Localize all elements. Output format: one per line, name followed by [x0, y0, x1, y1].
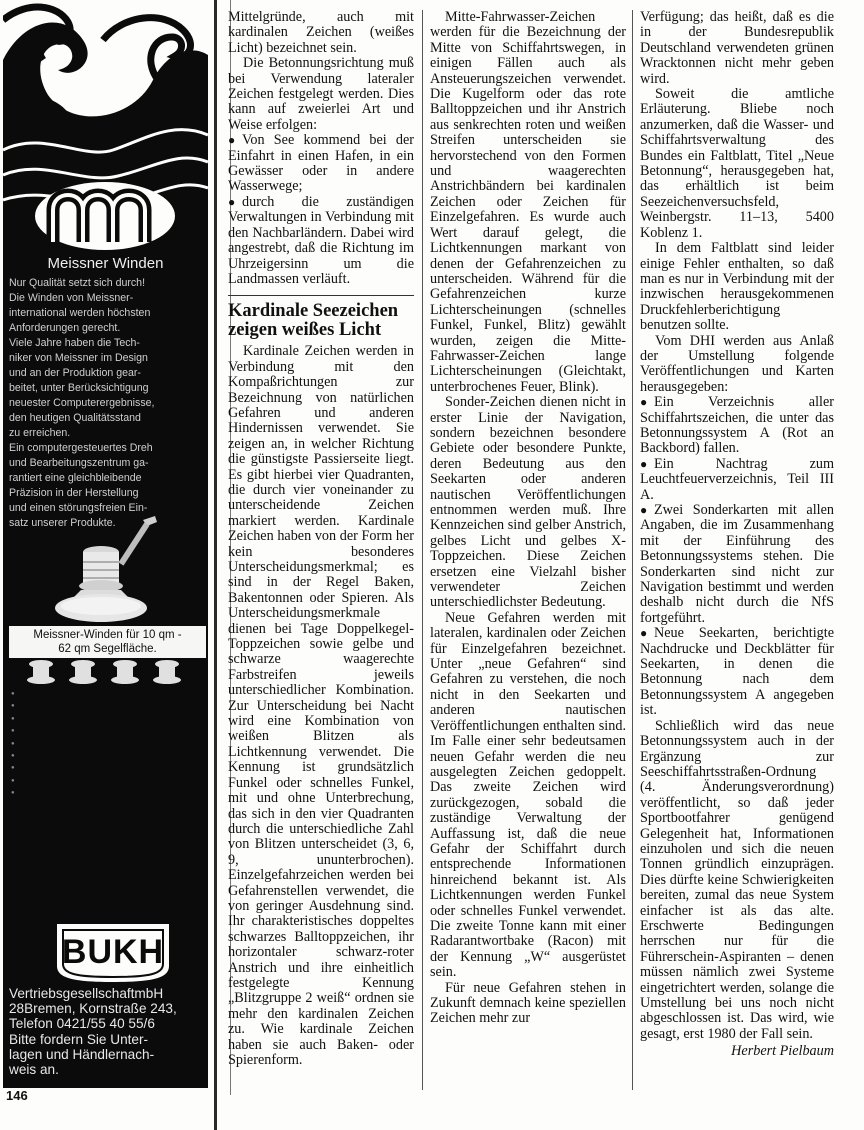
- list-item: [11, 702, 203, 710]
- list-item: [11, 690, 203, 698]
- bullet-icon: ●: [640, 395, 648, 410]
- bullet-paragraph: [640, 626, 834, 718]
- ad-body-text: Nur Qualität setzt sich durch! Die Winden von Meissner- international werden höchsten Anforderungen gerecht. Viele Jahre haben die Tech- niker von Meissner im Design und an der Produktion gear- beitet, unter Berücksichtigung neuester Computerergebnisse, den heutigen Qualitätsstand zu erreichen. Ein computergesteuertes Dreh und Bearbeitungszentrum ga- rantiert eine gleichbleibende Präzision in der Herstellung und einen störungsfreien Ein- satz unserer Produkte.: [9, 277, 155, 529]
- paragraph: Verfügung; das heißt, daß es die in der Bundesrepublik Deutschland verwendeten grünen Wracktonnen nicht mehr geben wird.: [640, 9, 834, 87]
- bullet-icon: ●: [228, 133, 236, 148]
- paragraph: Vom DHI werden aus Anlaß der Umstellung folgende Veröffentlichungen und Karten herausgegeben:: [640, 332, 834, 395]
- paragraph: Sonder-Zeichen dienen nicht in erster Linie der Navigation, sondern bezeichnen besondere Gebiete oder besondere Punkte, deren Bedeutung aus den Seekarten oder anderen nautischen Veröffentlichungen entnommen werden muß. Ihre Kennzeichen sind gelber Anstrich, gelbes Licht und gelbes X-Toppzeichen. Diese Zeichen ersetzen eine Vielzahl bisher verwendeter Zeichen unterschiedlichster Bedeutung.: [430, 394, 626, 611]
- list-item: [11, 764, 203, 772]
- section-heading: Kardinale Seezeichen zeigen weißes Licht: [228, 301, 399, 341]
- list-item: [11, 777, 203, 785]
- bullet-icon: ●: [640, 503, 648, 517]
- bullet-paragraph: [228, 195, 414, 287]
- paragraph: Kardinale Zeichen werden in Verbindung mit den Kompaßrichtungen zur Bezeichnung von natürlichen Gefahren und anderen Hindernissen verwendet. Sie zeigen an, in welcher Richtung die günstigste Passierseite liegt. Es gibt hierbei vier Quadranten, die durch vier voneinander zu unterscheidende Zeichen markiert werden. Kardinale Zeichen haben von der Form her kein besonderes Unterscheidungsmerkmal; es sind in der Regel Baken, Bakentonnen oder Spieren. Als Unterscheidungsmerkmale dienen bei Tage Doppelkegel-Toppzeichen sowie gelbe und schwarze waagerechte Farbstreifen jeweils unterschiedlicher Kombination. Zur Unterscheidung bei Nacht wird eine Kombination von weißen Blitzen als Lichtkennung verwendet. Die Kennung ist grundsätzlich Funkel oder schnelles Funkel, mit und ohne Unterbrechung, das sich in den vier Quadranten durch die unterschiedliche Zahl von Blitzen unterscheidet (3, 6, 9, ununterbrochen). Einzelgefahrzeichen werden bei Gefahrenstellen verwendet, die von geringer Ausdehnung sind. Ihr charakteristisches doppeltes schwarzes Balltoppzeichen, ihr horizontaler schwarz-roter Anstrich und ihre einheitlich festgelegte Kennung „Blitzgruppe 2 weiß“ ordnen sie mehr den kardinalen Zeichen zu. Wie kardinale Zeichen haben sie auch Baken- oder Spierenform.: [228, 343, 414, 1068]
- paragraph: Die Betonnungsrichtung muß bei Verwendung lateraler Zeichen festgelegt werden. Dies kann auf zweierlei Art und Weise erfolgen:: [228, 55, 414, 133]
- page-number: 146: [6, 1088, 28, 1103]
- page-gutter: [214, 0, 217, 1130]
- paragraph: Neue Gefahren werden mit lateralen, kardinalen oder Zeichen für Einzelgefahren bezeichnet. Unter „neue Gefahren“ sind Gefahren zu verstehen, die noch nicht in den Seekarten und anderen nautischen Veröffentlichungen enthalten sind. Im Falle einer sehr bedeutsamen neuen Gefahr werden die neu ausgelegten Zeichen gedoppelt. Das zweite Zeichen wird zurückgezogen, sobald die zuständige Verwaltung der Auffassung ist, daß die neue Gefahr der Schiffahrt durch entsprechende Informationen hinreichend bekannt ist. Als Lichtkennungen werden Funkel oder schnelles Funkel verwendet. Die zweite Tonne kann mit einer Radarantwortbake (Racon) mit der Kennung „W“ ausgerüstet sein.: [430, 609, 626, 981]
- winch-parts-image: [21, 656, 191, 686]
- article-column-1: [228, 10, 414, 1068]
- paragraph: Für neue Gefahren stehen in Zukunft demnach keine speziellen Zeichen mehr zur: [430, 979, 626, 1027]
- list-item: [11, 715, 203, 723]
- bullet-text: Ein Verzeichnis aller Schiffahrtszeichen, die unter das Betonnungssystem A (Rot an Backbord) fallen.: [640, 394, 834, 457]
- bukh-logo: [53, 920, 173, 986]
- article-column-2: [430, 10, 626, 1027]
- list-item: [11, 740, 203, 748]
- list-item: [11, 752, 203, 760]
- list-item: [11, 727, 203, 735]
- article-column-3: [640, 10, 834, 1060]
- column-rule: [422, 10, 423, 1090]
- paragraph: In dem Faltblatt sind leider einige Fehler enthalten, so daß man es nur in Verbindung mit der inzwischen herausgekommenen Druckfehlerberichtigung benutzen sollte.: [640, 240, 834, 334]
- bullet-icon: ●: [640, 626, 648, 641]
- column-rule: [632, 10, 633, 1090]
- bullet-text: Zwei Sonderkarten mit allen Angaben, die im Zusammenhang mit der Einführung des Betonnungssystems stehen. Die Sonderkarten sind nicht zur Navigation bestimmt und werden deshalb nicht durch die NfS fortgeführt.: [640, 502, 834, 626]
- bullet-icon: ●: [228, 194, 236, 209]
- bukh-wordmark: BUKH: [61, 933, 165, 971]
- list-item: [11, 789, 203, 797]
- bullet-text: durch die zuständigen Verwaltungen in Verbindung mit den Nachbarländern. Dabei wird angestrebt, daß die Richtung im Uhrzeigersinn um die Landmassen verläuft.: [228, 193, 414, 287]
- bullet-icon: ●: [640, 456, 648, 471]
- ad-dealer-text: VertriebsgesellschaftmbH 28Bremen, Kornstraße 243, Telefon 0421/55 40 55/6 Bitte fordern Sie Unter- lagen und Händlernach- weis an.: [9, 986, 177, 1078]
- ad-feature-list: [11, 690, 203, 802]
- paragraph: Soweit die amtliche Erläuterung. Bliebe noch anzumerken, daß die Wasser- und Schiffahrtsverwaltung des Bundes ein Faltblatt, Titel „Neue Betonnung“, herausgegeben hat, das erhältlich ist beim Seezeichenversuchsfeld, Weinbergstr. 11–13, 5400 Koblenz 1.: [640, 86, 834, 241]
- bullet-paragraph: [640, 457, 834, 503]
- meissner-m-logo-icon: [33, 180, 178, 252]
- bullet-text: Neue Seekarten, berichtigte Nachdrucke und Deckblätter für Seekarten, in denen die Betonnung nach dem Betonnungssystem A angegeben ist.: [640, 625, 834, 719]
- winch-caption: Meissner-Winden für 10 qm - 62 qm Segelfläche.: [9, 626, 206, 658]
- bullet-text: Ein Nachtrag zum Leuchtfeuerverzeichnis, Teil III A.: [640, 455, 834, 503]
- bullet-paragraph: [640, 503, 834, 626]
- bullet-paragraph: [640, 395, 834, 457]
- paragraph: Schließlich wird das neue Betonnungssystem auch in der Ergänzung zur Seeschiffahrtsstraßen-Ordnung (4. Änderungsverordnung) veröffentlicht, so daß jeder Sportbootfahrer genügend Gelegenheit hat, Informationen einzuholen und sich die neuen Tonnen gründlich einzuprägen. Dies dürfte keine Schwierigkeiten bereiten, zumal das neue System einfacher ist als das alte. Erschwerte Bedingungen herrschen nur für die Führerschein-Aspiranten – denen müssen nämlich zwei Systeme eingetrichtert werden, solange die Umstellung bei uns noch nicht abgeschlossen ist. Das wird, wie gesagt, erst 1980 der Fall sein.: [640, 717, 834, 1042]
- paragraph: Mittelgründe, auch mit kardinalen Zeichen (weißes Licht) bezeichnet sein.: [228, 9, 414, 56]
- paragraph: Mitte-Fahrwasser-Zeichen werden für die Bezeichnung der Mitte von Schiffahrtswegen, in einigen Fällen auch als Ansteuerungszeichen verwendet. Die Kugelform oder das rote Balltoppzeichen und ihr Anstrich aus senkrechten roten und weißen Streifen unterscheiden sie hervorstechend von den Formen und waagerechten Anstrichbändern bei kardinalen Zeichen oder Zeichen für Einzelgefahren. Es wurde auch Wert darauf gelegt, die Lichtkennungen markant von denen der Gefahrenzeichen zu unterscheiden. Während für die Gefahrenzeichen kurze Lichterscheinungen (schnelles Funkel, Funkel, Blitz) gewählt wurden, zeigen die Mitte-Fahrwasser-Zeichen lange Lichterscheinungen (Gleichtakt, unterbrochenes Feuer, Blink).: [430, 9, 626, 395]
- bullet-text: Von See kommend bei der Einfahrt in einen Hafen, in ein Gewässer oder in andere Wasserwege;: [228, 132, 414, 195]
- author-byline: Herbert Pielbaum: [731, 1043, 834, 1060]
- meissner-advertisement: [3, 0, 208, 1088]
- section-divider: [228, 295, 414, 296]
- bullet-paragraph: [228, 133, 414, 195]
- ad-brand-name: Meissner Winden: [47, 255, 164, 272]
- winch-image: [43, 512, 173, 626]
